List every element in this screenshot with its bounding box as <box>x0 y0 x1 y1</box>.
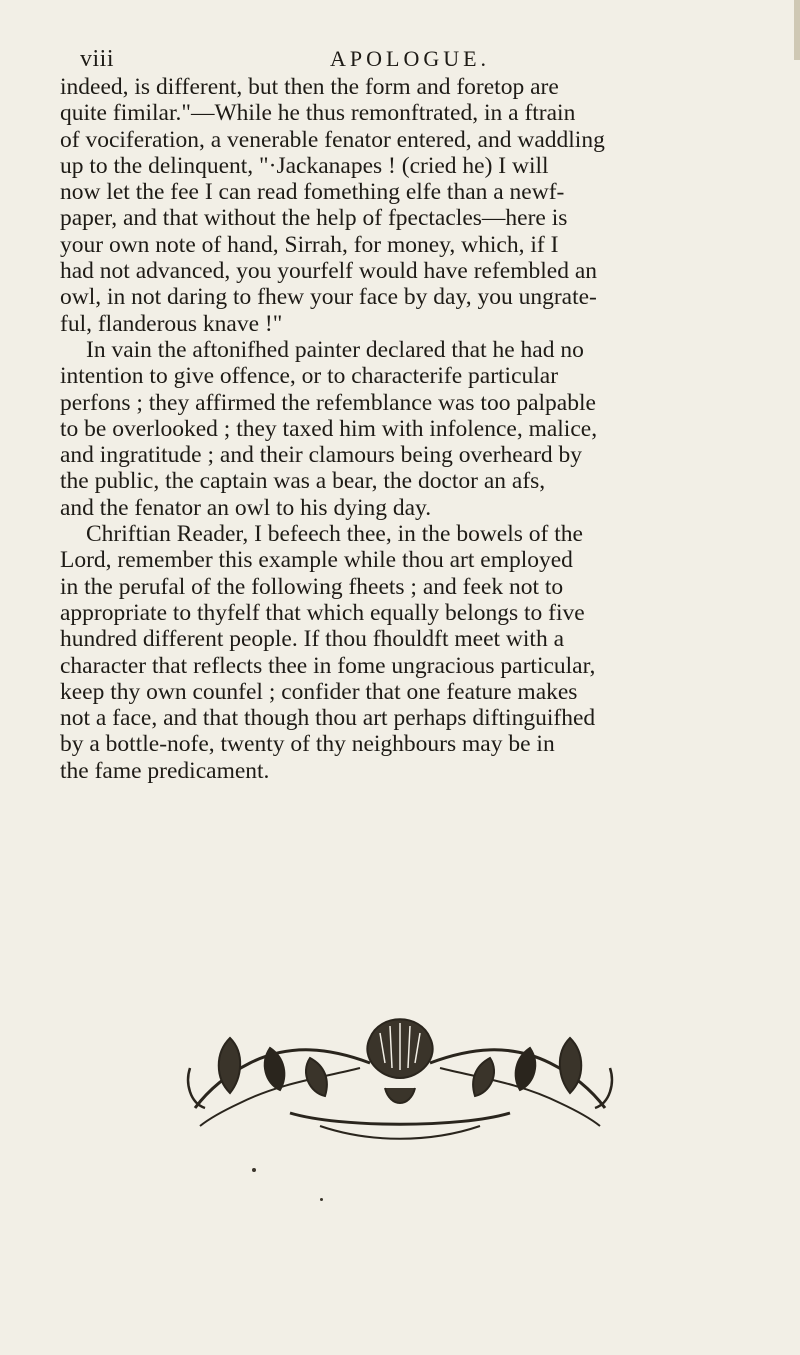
text-line: perfons ; they affirmed the refemblance was too palpable <box>60 389 596 416</box>
text-line: had not advanced, you yourfelf would have refembled an <box>60 258 598 285</box>
text-line: hundred different people. If thou fhouldft meet with a <box>60 626 565 653</box>
text-line: owl, in not daring to fhew your face by day, you ungrate- <box>60 284 597 311</box>
text-line: and ingratitude ; and their clamours being overheard by <box>60 442 583 469</box>
text-line: quite fimilar."—While he thus remonftrated, in a ftrain <box>60 100 576 127</box>
text-line: up to the delinquent, "·Jackanapes ! (cried he) I will <box>60 152 549 179</box>
text-line: ful, flanderous knave !" <box>60 310 283 337</box>
text-line: now let the fee I can read fomething elfe than a newf- <box>60 179 565 206</box>
text-line: the fame predicament. <box>60 757 270 784</box>
paragraph-start-line: In vain the aftonifhed painter declared that he had no <box>86 336 584 363</box>
text-line: paper, and that without the help of fpectacles—here is <box>60 205 568 232</box>
text-line: and the fenator an owl to his dying day. <box>60 494 432 521</box>
text-line: the public, the captain was a bear, the doctor an afs, <box>60 468 546 495</box>
paper-speck <box>252 1168 256 1172</box>
text-line: intention to give offence, or to characterife particular <box>60 363 559 390</box>
page-number: viii <box>80 46 115 72</box>
text-line: of vociferation, a venerable fenator entered, and waddling <box>60 126 605 153</box>
body-text <box>60 74 780 784</box>
text-line: in the perufal of the following fheets ; and feek not to <box>60 573 564 600</box>
text-line: keep thy own counfel ; confider that one feature makes <box>60 678 578 705</box>
tailpiece-ornament-icon <box>170 1008 630 1158</box>
text-line: Lord, remember this example while thou art employed <box>60 547 573 574</box>
running-title: APOLOGUE. <box>330 46 491 71</box>
text-line: by a bottle-nofe, twenty of thy neighbours may be in <box>60 731 555 758</box>
paper-speck <box>320 1198 323 1201</box>
page-edge-shadow <box>794 0 800 60</box>
paragraph-start-line: Chriftian Reader, I befeech thee, in the bowels of the <box>86 521 583 548</box>
text-line: to be overlooked ; they taxed him with infolence, malice, <box>60 415 598 442</box>
text-line: appropriate to thyfelf that which equally belongs to five <box>60 599 585 626</box>
text-line: your own note of hand, Sirrah, for money, which, if I <box>60 231 559 258</box>
text-line: not a face, and that though thou art perhaps diftinguifhed <box>60 705 596 732</box>
text-line: character that reflects thee in fome ungracious particular, <box>60 652 596 679</box>
text-line: indeed, is different, but then the form and foretop are <box>60 74 559 100</box>
